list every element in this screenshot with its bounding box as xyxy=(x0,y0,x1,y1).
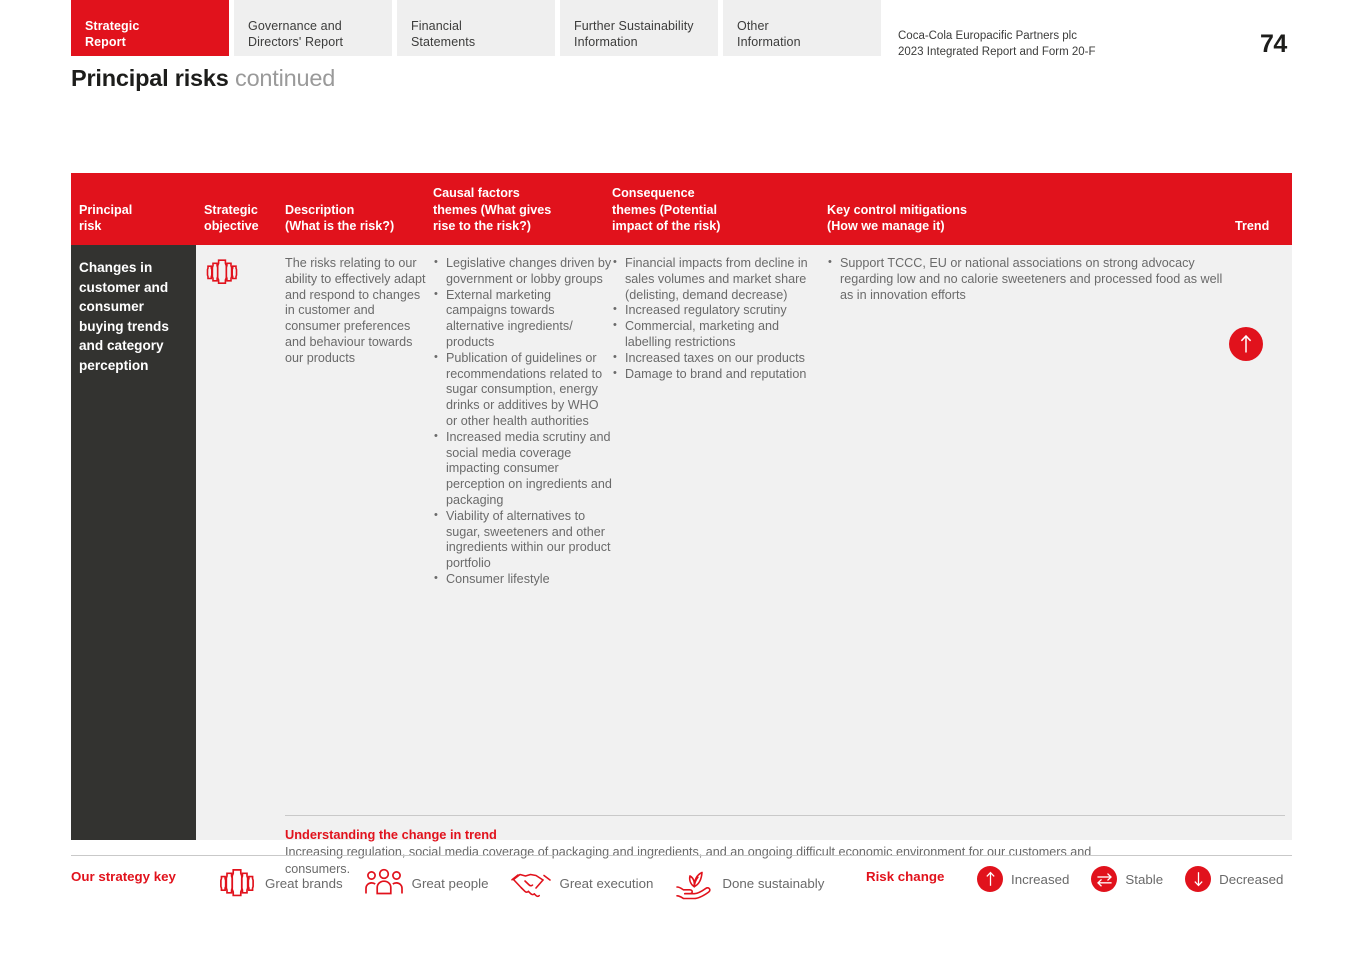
key-control-mitigations-list xyxy=(827,256,1227,303)
legend-label: Increased xyxy=(1011,871,1070,887)
col-head-line2: objective xyxy=(204,218,259,233)
list-item: • Consumer lifestyle xyxy=(433,572,613,588)
legend-label: Great brands xyxy=(265,875,343,891)
page-title-main: Principal risks xyxy=(71,65,229,91)
col-head-line2: (How we manage it) xyxy=(827,218,945,233)
great-brands-icon xyxy=(217,864,257,902)
section-navigation-tabs xyxy=(71,0,886,56)
table-row xyxy=(71,245,1292,876)
nav-tab-other-information[interactable] xyxy=(723,0,881,56)
legend-item-great-brands xyxy=(217,864,343,902)
document-report-name: 2023 Integrated Report and Form 20-F xyxy=(898,46,1096,58)
strategic-objective-cell xyxy=(204,255,274,289)
list-item: • Publication of guidelines or recommendations related to sugar consumption, energy drinks or additives by WHO or other health authorities xyxy=(433,351,613,430)
legend-item-great-execution xyxy=(510,866,654,900)
column-header-strategic-objective xyxy=(204,202,259,234)
list-item: • Commercial, marketing and labelling restrictions xyxy=(612,319,812,351)
col-head-line2: (What is the risk?) xyxy=(285,218,395,233)
causal-factors-list xyxy=(433,256,613,588)
legend-row xyxy=(71,856,1292,914)
table-header-row xyxy=(71,173,1292,245)
column-header-principal-risk xyxy=(79,202,132,234)
trend-badge-increased xyxy=(1229,327,1263,361)
nav-tab-line2: Information xyxy=(737,35,801,49)
nav-tab-further-sustainability-information[interactable] xyxy=(560,0,718,56)
arrow-up-icon xyxy=(984,871,997,887)
col-head-line1: Key control mitigations xyxy=(827,202,967,217)
col-head-line1: Principal xyxy=(79,202,133,217)
page-title-continued: continued xyxy=(235,65,336,91)
list-item: • Support TCCC, EU or national associations on strong advocacy regarding low and no calorie sweeteners and processed food as well as in innovation efforts xyxy=(827,256,1227,303)
divider xyxy=(285,815,1285,816)
understanding-trend-body: Increasing regulation, social media coverage of packaging and ingredients, and an ongoing difficult economic environment for our customers and consumers. xyxy=(285,845,1092,876)
list-item: • Increased taxes on our products xyxy=(612,351,812,367)
nav-tab-line1: Governance and xyxy=(248,19,342,33)
description-cell: The risks relating to our ability to effectively adapt and respond to changes in customer and consumer preferences and behaviour towards our products xyxy=(285,256,426,365)
nav-tab-line1: Strategic xyxy=(85,19,140,33)
nav-tab-line2: Information xyxy=(574,35,638,49)
page-title xyxy=(71,65,335,92)
arrows-horizontal-icon xyxy=(1096,872,1113,887)
legend-label: Great people xyxy=(411,875,489,891)
legend-label: Stable xyxy=(1125,871,1164,887)
causal-factors-cell xyxy=(433,256,613,588)
list-item: • Increased media scrutiny and social media coverage impacting consumer perception on ingredients and packaging xyxy=(433,430,613,509)
col-head-line3: impact of the risk) xyxy=(612,218,721,233)
col-head-line1: Consequence xyxy=(612,186,695,201)
legend-label: Decreased xyxy=(1219,871,1284,887)
nav-tab-line2: Directors' Report xyxy=(248,35,344,49)
document-meta xyxy=(898,0,1096,60)
nav-tab-line2: Statements xyxy=(411,35,476,49)
principal-risks-table xyxy=(71,173,1292,876)
arrow-down-icon xyxy=(1192,871,1205,887)
list-item: • Viability of alternatives to sugar, sweeteners and other ingredients within our product portfolio xyxy=(433,509,613,572)
nav-tab-strategic-report[interactable] xyxy=(71,0,229,56)
list-item: • Legislative changes driven by government or lobby groups xyxy=(433,256,613,288)
great-people-icon xyxy=(364,866,404,900)
legend-item-decreased xyxy=(1185,866,1283,892)
col-head-line1: Causal factors xyxy=(433,186,520,201)
done-sustainably-icon xyxy=(674,865,714,901)
column-header-key-control-mitigations xyxy=(827,202,967,234)
key-control-mitigations-cell xyxy=(827,256,1227,303)
footer-legend xyxy=(71,855,1292,914)
page-number: 74 xyxy=(1260,30,1287,58)
strategy-legend-items xyxy=(217,864,824,902)
arrow-up-icon xyxy=(1238,334,1254,354)
column-header-causal-factors xyxy=(433,185,551,234)
understanding-trend-heading: Understanding the change in trend xyxy=(285,827,497,842)
column-header-trend xyxy=(1235,218,1269,234)
nav-tab-line1: Other xyxy=(737,19,769,33)
nav-tab-line1: Further Sustainability xyxy=(574,19,694,33)
legend-label: Done sustainably xyxy=(722,875,825,891)
risk-badge-decreased xyxy=(1185,866,1211,892)
list-item: • Financial impacts from decline in sales volumes and market share (delisting, demand decrease) xyxy=(612,256,812,303)
list-item: • Damage to brand and reputation xyxy=(612,367,812,383)
risk-change-legend-items xyxy=(977,866,1283,892)
strategy-key-label: Our strategy key xyxy=(71,869,176,884)
trend-cell xyxy=(1229,327,1263,361)
great-execution-icon xyxy=(510,866,552,900)
document-company-name: Coca-Cola Europacific Partners plc xyxy=(898,30,1077,42)
consequence-themes-cell xyxy=(612,256,812,382)
risk-title-cell: Changes in customer and consumer buying trends and category perception xyxy=(71,245,196,840)
great-brands-icon xyxy=(204,255,274,289)
column-header-consequence-themes xyxy=(612,185,720,234)
nav-tab-line2: Report xyxy=(85,35,126,49)
nav-tab-financial-statements[interactable] xyxy=(397,0,555,56)
col-head-line1: Description xyxy=(285,202,355,217)
col-head-line1: Trend xyxy=(1235,218,1270,233)
risk-badge-stable xyxy=(1091,866,1117,892)
list-item: • Increased regulatory scrutiny xyxy=(612,303,812,319)
nav-tab-governance-and-directors-report[interactable] xyxy=(234,0,392,56)
col-head-line2: risk xyxy=(79,218,102,233)
legend-item-increased xyxy=(977,866,1069,892)
risk-badge-increased xyxy=(977,866,1003,892)
nav-tab-line1: Financial xyxy=(411,19,462,33)
risk-change-label: Risk change xyxy=(866,869,945,884)
consequence-themes-list xyxy=(612,256,812,382)
legend-item-stable xyxy=(1091,866,1163,892)
col-head-line3: rise to the risk?) xyxy=(433,218,531,233)
legend-item-done-sustainably xyxy=(674,865,824,901)
list-item: • External marketing campaigns towards alternative ingredients/ products xyxy=(433,288,613,351)
col-head-line1: Strategic xyxy=(204,202,258,217)
legend-item-great-people xyxy=(364,866,489,900)
col-head-line2: themes (Potential xyxy=(612,202,717,217)
legend-label: Great execution xyxy=(559,875,654,891)
column-header-description xyxy=(285,202,394,234)
col-head-line2: themes (What gives xyxy=(433,202,552,217)
